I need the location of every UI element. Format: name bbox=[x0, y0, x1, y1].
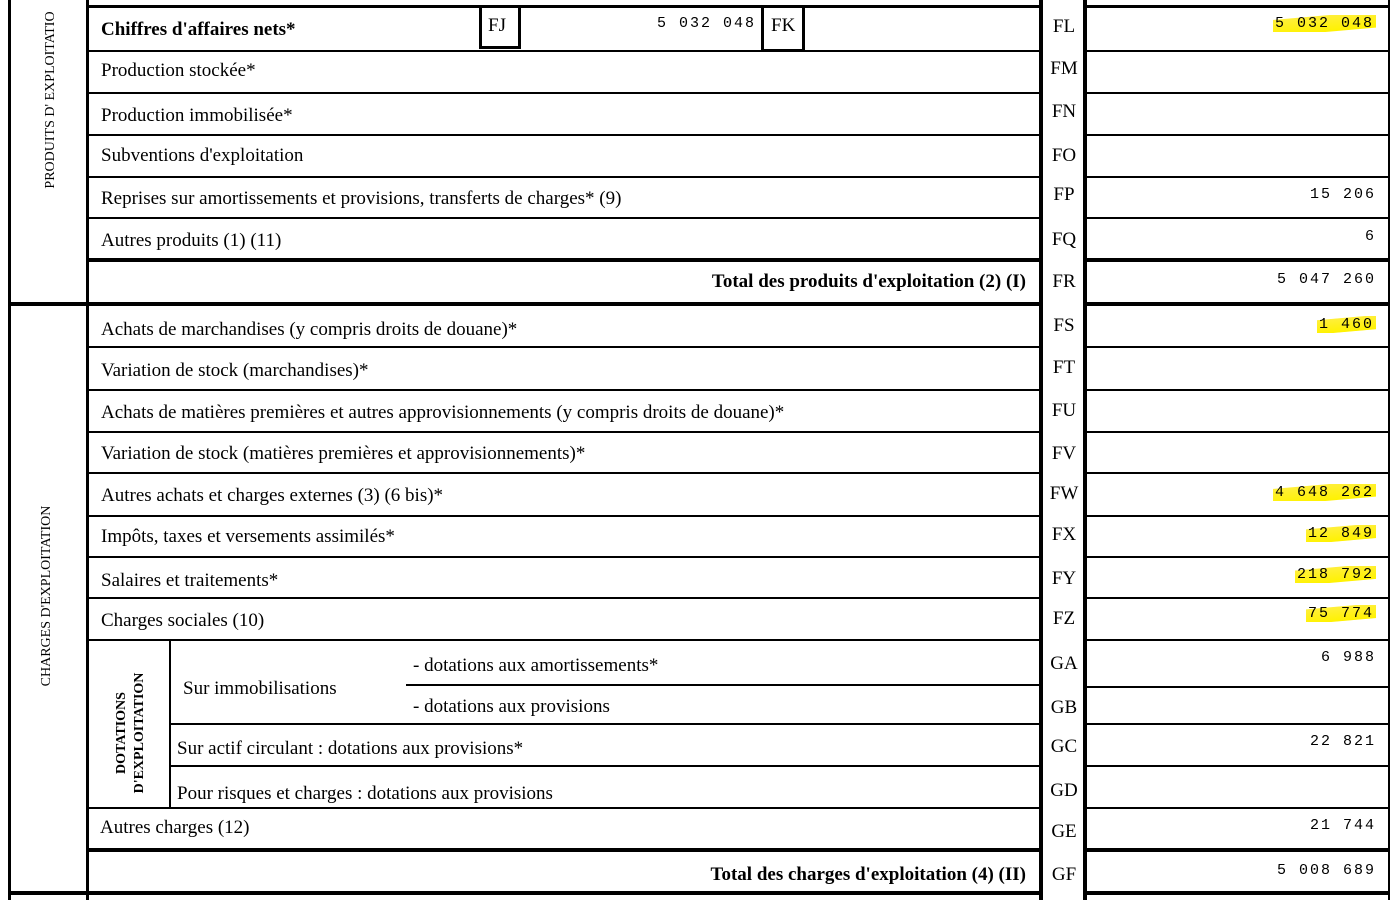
fx-value bbox=[1090, 525, 1376, 543]
fw-value-text: 4 648 262 bbox=[1274, 484, 1374, 501]
gc-code: GC bbox=[1050, 736, 1078, 757]
ga-code: GA bbox=[1050, 653, 1078, 674]
section-charges-label: CHARGES D'EXPLOITATION bbox=[39, 505, 54, 687]
row-line bbox=[88, 639, 1040, 641]
row-line bbox=[170, 765, 1040, 767]
row-line bbox=[88, 597, 1040, 599]
gf-label: Total des charges d'exploitation (4) (II) bbox=[710, 864, 1026, 885]
fj-code: FJ bbox=[488, 15, 506, 36]
fy-label: Salaires et traitements* bbox=[101, 570, 279, 591]
row-line bbox=[1085, 597, 1389, 599]
fl-value-text: 5 032 048 bbox=[1274, 15, 1374, 32]
fw-value bbox=[1090, 484, 1376, 502]
gf-code: GF bbox=[1051, 864, 1077, 885]
fs-label: Achats de marchandises (y compris droits de douane)* bbox=[101, 319, 518, 340]
fz-value bbox=[1090, 605, 1376, 623]
fs-value bbox=[1090, 316, 1376, 334]
gf-value: 5 008 689 bbox=[1276, 862, 1376, 879]
fw-code: FW bbox=[1049, 483, 1079, 504]
fp-label: Reprises sur amortissements et provisions, transferts de charges* (9) bbox=[101, 188, 622, 209]
fr-value: 5 047 260 bbox=[1276, 271, 1376, 288]
row-line bbox=[88, 389, 1040, 391]
fr-code: FR bbox=[1052, 271, 1076, 292]
fj-value: 5 032 048 bbox=[656, 15, 756, 32]
fn-code: FN bbox=[1051, 101, 1077, 122]
left-border bbox=[8, 0, 11, 900]
row-line bbox=[88, 556, 1040, 558]
fl-code: FL bbox=[1052, 16, 1076, 37]
ga-label: - dotations aux amortissements* bbox=[413, 655, 659, 676]
row-line bbox=[1085, 389, 1389, 391]
section-dotations-label bbox=[113, 658, 153, 808]
row-line bbox=[1085, 807, 1389, 809]
gc-value: 22 821 bbox=[1309, 733, 1376, 750]
fz-value-text: 75 774 bbox=[1307, 605, 1374, 622]
ft-label: Variation de stock (marchandises)* bbox=[101, 360, 369, 381]
gc-label: Sur actif circulant : dotations aux provisions* bbox=[177, 738, 524, 759]
section-produits-label: PRODUITS D' EXPLOITATIO bbox=[43, 11, 58, 189]
fx-label: Impôts, taxes et versements assimilés* bbox=[101, 526, 395, 547]
sur-immobilisations-label: Sur immobilisations bbox=[183, 678, 337, 699]
ge-value: 21 744 bbox=[1309, 817, 1376, 834]
bottom-line-value bbox=[1085, 891, 1389, 895]
fu-label: Achats de matières premières et autres approvisionnements (y compris droits de douane)* bbox=[101, 402, 785, 423]
row-line bbox=[1085, 134, 1389, 136]
row-line-thick bbox=[1085, 848, 1389, 852]
fx-value-text: 12 849 bbox=[1307, 525, 1374, 542]
gd-code: GD bbox=[1050, 780, 1078, 801]
dotations-line-2: D'EXPLOITATION bbox=[132, 672, 147, 794]
row-line bbox=[1085, 556, 1389, 558]
fq-code: FQ bbox=[1051, 229, 1077, 250]
top-line bbox=[88, 5, 1040, 8]
row-line-thick bbox=[88, 258, 1040, 262]
ga-value: 6 988 bbox=[1320, 649, 1376, 666]
row-line bbox=[1085, 765, 1389, 767]
row-line bbox=[1085, 472, 1389, 474]
row-line bbox=[88, 472, 1040, 474]
fp-value: 15 206 bbox=[1309, 186, 1376, 203]
fo-code: FO bbox=[1051, 145, 1077, 166]
fq-value: 6 bbox=[1364, 228, 1376, 245]
fp-code: FP bbox=[1053, 184, 1075, 205]
row-line bbox=[88, 217, 1040, 219]
fq-label: Autres produits (1) (11) bbox=[101, 230, 282, 251]
gb-code: GB bbox=[1050, 697, 1078, 718]
fz-label: Charges sociales (10) bbox=[101, 610, 265, 631]
top-line-value bbox=[1085, 5, 1389, 8]
row-line bbox=[88, 92, 1040, 94]
fr-label: Total des produits d'exploitation (2) (I) bbox=[711, 271, 1026, 292]
row-line bbox=[1085, 639, 1389, 641]
row-line bbox=[1085, 686, 1389, 688]
row-line bbox=[1085, 176, 1389, 178]
row-line bbox=[1085, 50, 1389, 52]
fs-value-text: 1 460 bbox=[1318, 316, 1374, 333]
row-line bbox=[1085, 92, 1389, 94]
fv-label: Variation de stock (matières premières et approvisionnements)* bbox=[101, 443, 586, 464]
dotations-line-1: DOTATIONS bbox=[114, 692, 129, 774]
fw-label: Autres achats et charges externes (3) (6 bis)* bbox=[101, 485, 444, 506]
fy-value-text: 218 792 bbox=[1296, 566, 1374, 583]
ge-code: GE bbox=[1051, 821, 1077, 842]
ft-code: FT bbox=[1052, 357, 1076, 378]
fv-code: FV bbox=[1051, 443, 1077, 464]
fs-code: FS bbox=[1053, 315, 1075, 336]
section-separator-value bbox=[1085, 302, 1389, 306]
row-line bbox=[88, 50, 1040, 52]
fz-code: FZ bbox=[1052, 608, 1076, 629]
row-line bbox=[88, 807, 1040, 809]
row-line-thick bbox=[88, 848, 1040, 852]
fm-code: FM bbox=[1050, 58, 1078, 79]
fo-label: Subventions d'exploitation bbox=[101, 145, 304, 166]
row-line bbox=[88, 346, 1040, 348]
fn-label: Production immobilisée* bbox=[101, 105, 293, 126]
row-line bbox=[170, 723, 1040, 725]
row-line bbox=[88, 515, 1040, 517]
row-line bbox=[1085, 723, 1389, 725]
ge-label: Autres charges (12) bbox=[100, 817, 250, 838]
fy-value bbox=[1090, 566, 1376, 584]
row-line bbox=[1085, 346, 1389, 348]
section-separator bbox=[8, 302, 1040, 306]
bottom-line bbox=[8, 891, 1040, 895]
fy-code: FY bbox=[1051, 568, 1077, 589]
row-line bbox=[88, 431, 1040, 433]
row-line bbox=[88, 134, 1040, 136]
gd-label: Pour risques et charges : dotations aux provisions bbox=[177, 783, 553, 804]
fk-code: FK bbox=[771, 15, 796, 36]
fm-label: Production stockée* bbox=[101, 60, 256, 81]
fu-code: FU bbox=[1051, 400, 1077, 421]
gb-label: - dotations aux provisions bbox=[413, 696, 610, 717]
row-line bbox=[1085, 217, 1389, 219]
fx-code: FX bbox=[1051, 524, 1077, 545]
ga-gb-separator bbox=[406, 684, 1040, 686]
row-line bbox=[1085, 431, 1389, 433]
row-line bbox=[1085, 515, 1389, 517]
fl-value bbox=[1090, 15, 1376, 33]
row-line bbox=[88, 176, 1040, 178]
chiffre-affaires-label: Chiffres d'affaires nets* bbox=[101, 19, 296, 40]
row-line-thick bbox=[1085, 258, 1389, 262]
